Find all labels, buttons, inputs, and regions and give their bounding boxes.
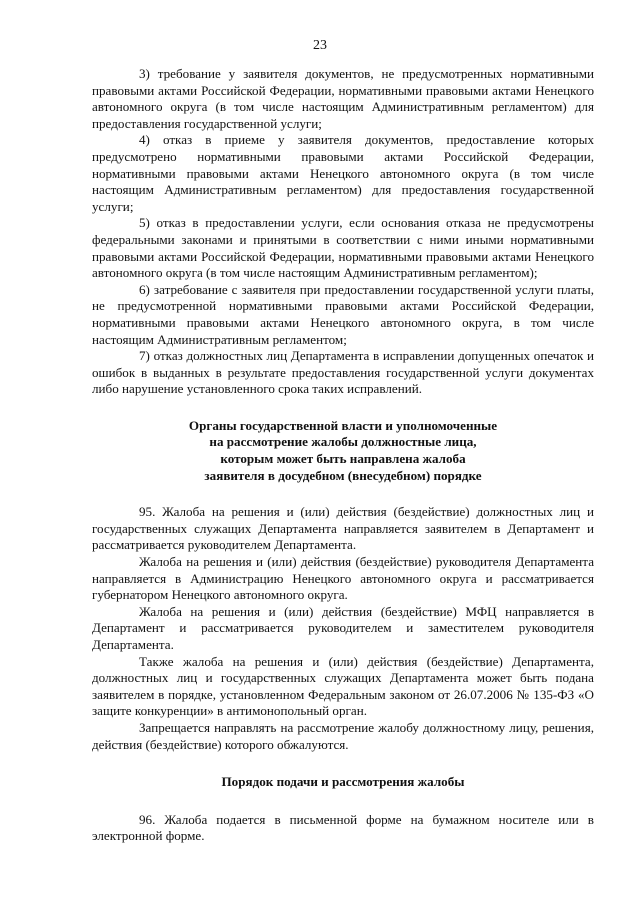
list-item-6: 6) затребование с заявителя при предоставлении государственной услуги платы, не предусмотренной нормативными правовыми актами Российской Федерации, нормативными правовыми актами Ненецкого автономного округа, в том числе настоящим Административным регламентом; (92, 281, 594, 347)
heading-line: которым может быть направлена жалоба (220, 451, 466, 467)
paragraph-antimonopoly: Также жалоба на решения и (или) действия (бездействие) Департамента, должностных лиц и государственных служащих Департамента может быть подана заявителем в порядке, установленном Федеральным законом от 26.07.2006 № 135-ФЗ «О защите конкуренции» в антимонопольный орган. (92, 653, 594, 719)
list-item-7: 7) отказ должностных лиц Департамента в исправлении допущенных опечаток и ошибок в выданных в результате предоставления государственной услуги документах либо нарушение установленного срока таких исправлений. (92, 348, 594, 397)
paragraph-head-complaint: Жалоба на решения и (или) действия (бездействие) руководителя Департамента направляется в Администрацию Ненецкого автономного округа и рассматривается губернатором Ненецкого автономного округа. (92, 554, 594, 603)
paragraph-96: 96. Жалоба подается в письменной форме на бумажном носителе или в электронной форме. (92, 811, 594, 844)
section-heading-complaint-procedure: Порядок подачи и рассмотрения жалобы (221, 774, 465, 790)
heading-line: на рассмотрение жалобы должностные лица, (209, 434, 477, 450)
list-item-5: 5) отказ в предоставлении услуги, если основания отказа не предусмотрены федеральными законами и принятыми в соответствии с ними иными нормативными правовыми актами Российской Федерации, нормативными правовыми актами Ненецкого автономного округа (в том числе настоящим Административным регламентом); (92, 215, 594, 281)
page-number: 23 (313, 38, 327, 53)
list-item-3: 3) требование у заявителя документов, не предусмотренных нормативными правовыми актами Российской Федерации, нормативными правовыми актами Ненецкого автономного округа (в том числе настоящим Административным регламентом) для предоставления государственной услуги; (92, 66, 594, 131)
list-item-4: 4) отказ в приеме у заявителя документов, предоставление которых предусмотрено нормативными правовыми актами Российской Федерации, нормативными правовыми актами Ненецкого автономного округа (в том числе настоящим Административным регламентом) для предоставления государственной услуги; (92, 132, 594, 214)
paragraph-95: 95. Жалоба на решения и (или) действия (бездействие) должностных лиц и государственных служащих Департамента направляется заявителем в Департамент и рассматривается руководителем Департамента. (92, 504, 594, 553)
paragraph-mfc-complaint: Жалоба на решения и (или) действия (бездействие) МФЦ направляется в Департамент и рассматривается руководителем и заместителем руководителя Департамента. (92, 603, 594, 652)
heading-line: Органы государственной власти и уполномоченные (188, 417, 498, 433)
heading-line: заявителя в досудебном (внесудебном) порядке (204, 467, 482, 483)
paragraph-prohibition: Запрещается направлять на рассмотрение жалобу должностному лицу, решения, действия (бездействие) которого обжалуются. (92, 719, 594, 752)
document-body (92, 66, 594, 845)
section-heading-complaint-authorities (92, 418, 594, 484)
